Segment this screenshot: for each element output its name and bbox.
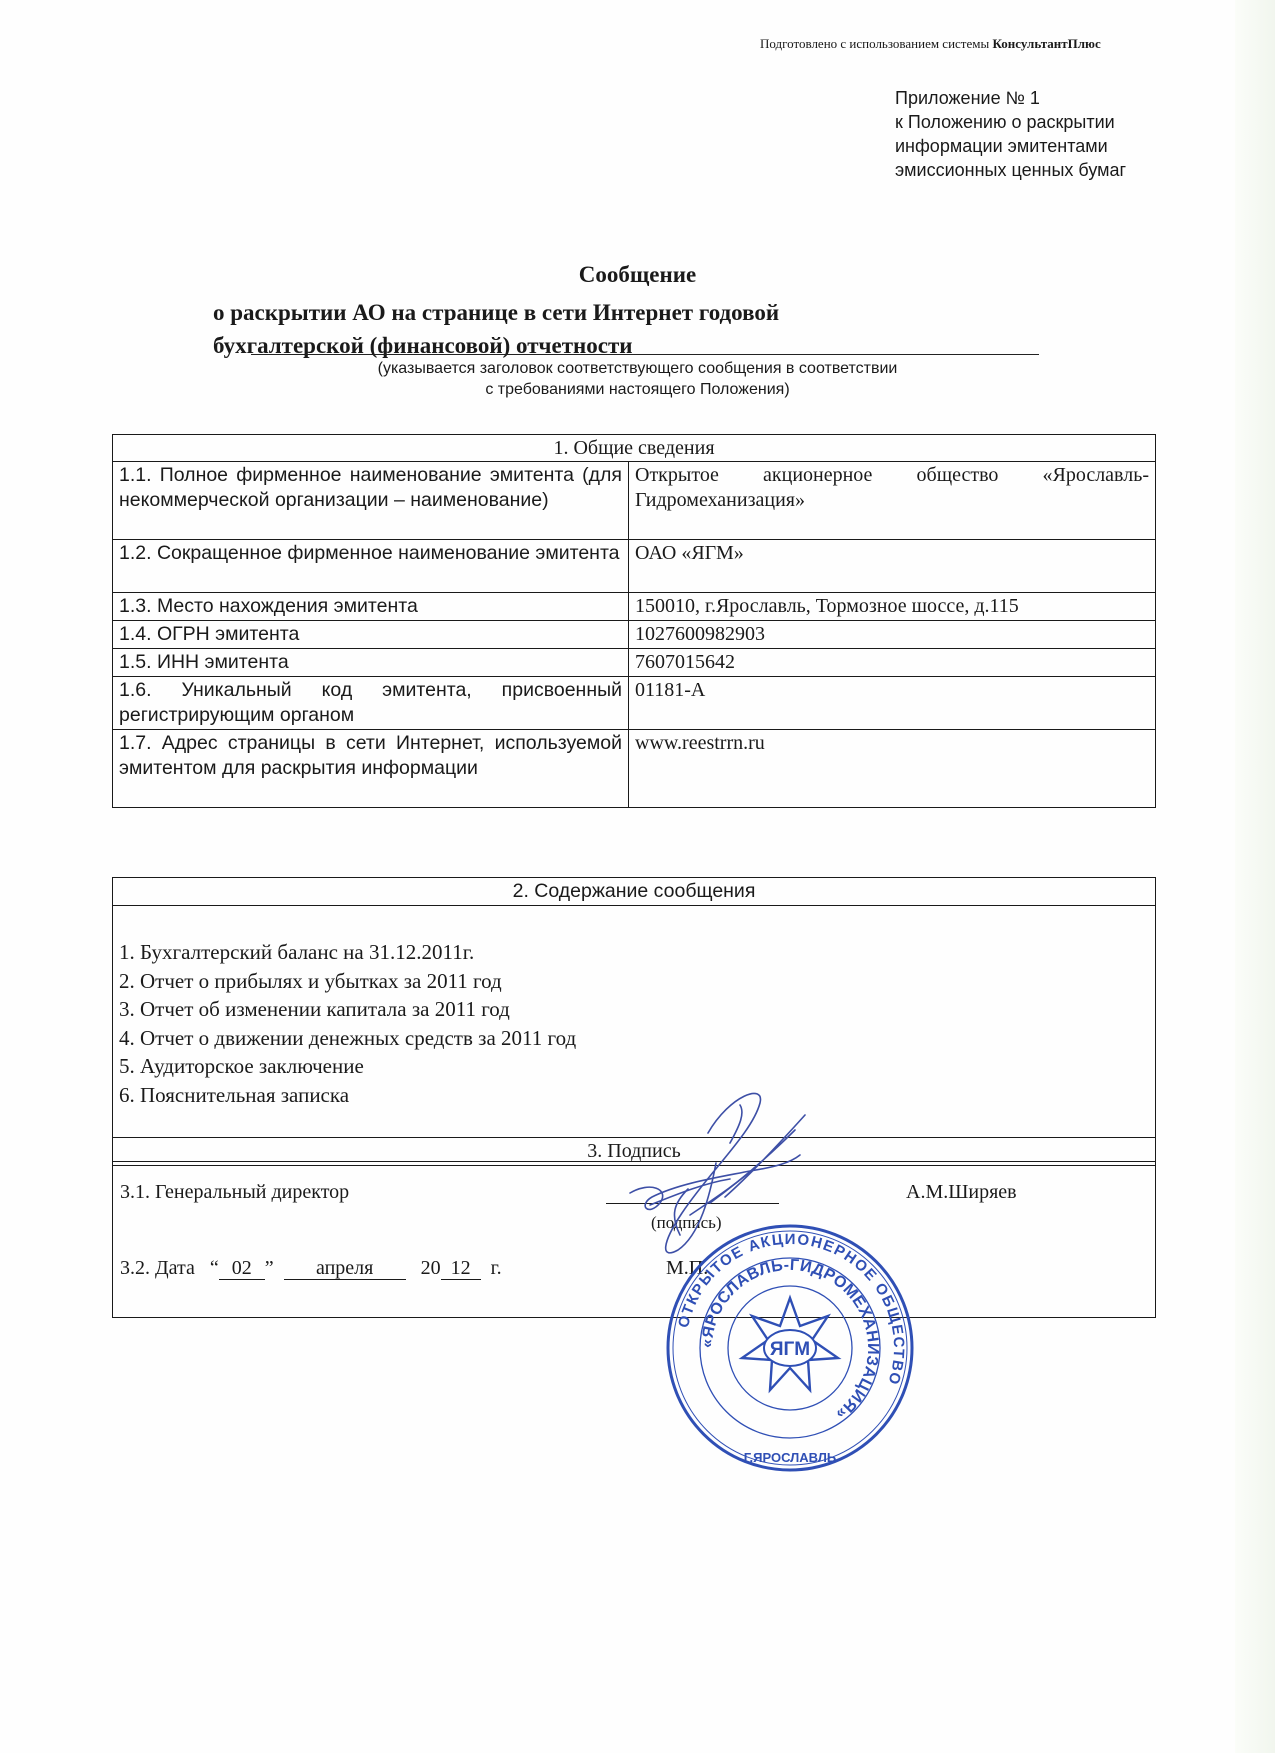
signature-caption: (подпись) <box>651 1213 722 1232</box>
row-value: 01181-А <box>629 677 1156 730</box>
appendix-line: к Положению о раскрытии <box>895 112 1115 132</box>
row-label: 1.3. Место нахождения эмитента <box>113 593 629 621</box>
stamp-logo-text: ЯГМ <box>769 1339 811 1360</box>
note-line: с требованиями настоящего Положения) <box>485 381 790 398</box>
date-label: 3.2. Дата <box>120 1257 195 1279</box>
date-year-prefix: 20 <box>420 1257 441 1279</box>
section2-heading: 2. Содержание сообщения <box>113 878 1156 906</box>
row-label: 1.2. Сокращенное фирменное наименование эмитента <box>113 540 629 593</box>
list-item: 3. Отчет об изменении капитала за 2011 год <box>119 997 510 1021</box>
table-row <box>113 677 1156 730</box>
general-info-table <box>112 434 1156 808</box>
subtitle-line: бухгалтерской (финансовой) отчетности <box>213 333 633 358</box>
date-row <box>120 1256 502 1281</box>
appendix-line: Приложение № 1 <box>895 88 1040 108</box>
appendix-reference <box>895 86 1126 182</box>
company-stamp <box>660 1218 920 1478</box>
table-row <box>113 593 1156 621</box>
seal-label: М.П. <box>666 1257 709 1279</box>
row-value: ОАО «ЯГМ» <box>629 540 1156 593</box>
row-value: 1027600982903 <box>629 621 1156 649</box>
list-item: 2. Отчет о прибылях и убытках за 2011 год <box>119 968 502 993</box>
consultant-prefix: Подготовлено с использованием системы <box>760 36 990 51</box>
appendix-line: эмиссионных ценных бумаг <box>895 160 1127 180</box>
consultant-header <box>760 36 1101 52</box>
consultant-brand: КонсультантПлюс <box>992 36 1101 51</box>
appendix-line: информации эмитентами <box>895 136 1108 156</box>
note-line: (указывается заголовок соответствующего сообщения в соответствии <box>377 360 898 377</box>
table-row <box>113 621 1156 649</box>
date-year-suffix: 12 <box>441 1257 481 1280</box>
list-item: 5. Аудиторское заключение <box>119 1054 364 1078</box>
section1-heading: 1. Общие сведения <box>113 435 1156 462</box>
list-item: 6. Пояснительная записка <box>119 1082 350 1107</box>
row-value: 7607015642 <box>629 649 1156 677</box>
list-item: 4. Отчет о движении денежных средств за 2011 год <box>119 1025 577 1050</box>
row-value: 150010, г.Ярославль, Тормозное шоссе, д.115 <box>629 593 1156 621</box>
table-row <box>113 462 1156 540</box>
date-day: 02 <box>219 1257 265 1280</box>
section3-heading: 3. Подпись <box>113 1138 1156 1166</box>
page-title: Сообщение <box>578 262 697 287</box>
message-subtitle <box>213 296 779 362</box>
subtitle-underline <box>251 354 1039 355</box>
row-label: 1.4. ОГРН эмитента <box>113 621 629 649</box>
table-row <box>113 540 1156 593</box>
list-item: 1. Бухгалтерский баланс на 31.12.2011г. <box>119 940 475 964</box>
date-close-quote: ” <box>264 1257 274 1279</box>
subtitle-line: о раскрытии АО на странице в сети Интернет годовой <box>213 300 780 325</box>
row-value: www.reestrrn.ru <box>629 730 1156 808</box>
row-value: Открытое акционерное общество «Ярославль-Гидромеханизация» <box>629 462 1156 540</box>
date-open-quote: “ <box>209 1257 219 1279</box>
row-label: 1.7. Адрес страницы в сети Интернет, используемой эмитентом для раскрытия информации <box>113 730 629 808</box>
row-label: 1.6. Уникальный код эмитента, присвоенный регистрирующим органом <box>113 677 629 730</box>
table-row <box>113 730 1156 808</box>
director-name: А.М.Ширяев <box>906 1181 1017 1203</box>
stamp-city: Г.ЯРОСЛАВЛЬ <box>743 1450 837 1465</box>
director-label: 3.1. Генеральный директор <box>120 1181 350 1203</box>
subtitle-note <box>0 358 1275 400</box>
table-row <box>113 649 1156 677</box>
row-label: 1.5. ИНН эмитента <box>113 649 629 677</box>
date-month: апреля <box>284 1257 406 1280</box>
row-label: 1.1. Полное фирменное наименование эмитента (для некоммерческой организации – наименование) <box>113 462 629 540</box>
stamp-outer-path: ОТКРЫТОЕ АКЦИОНЕРНОЕ ОБЩЕСТВО <box>675 1230 908 1388</box>
stamp-inner-path: «ЯРОСЛАВЛЬ-ГИДРОМЕХАНИЗАЦИЯ» <box>698 1256 882 1423</box>
date-year-unit: г. <box>490 1257 502 1279</box>
